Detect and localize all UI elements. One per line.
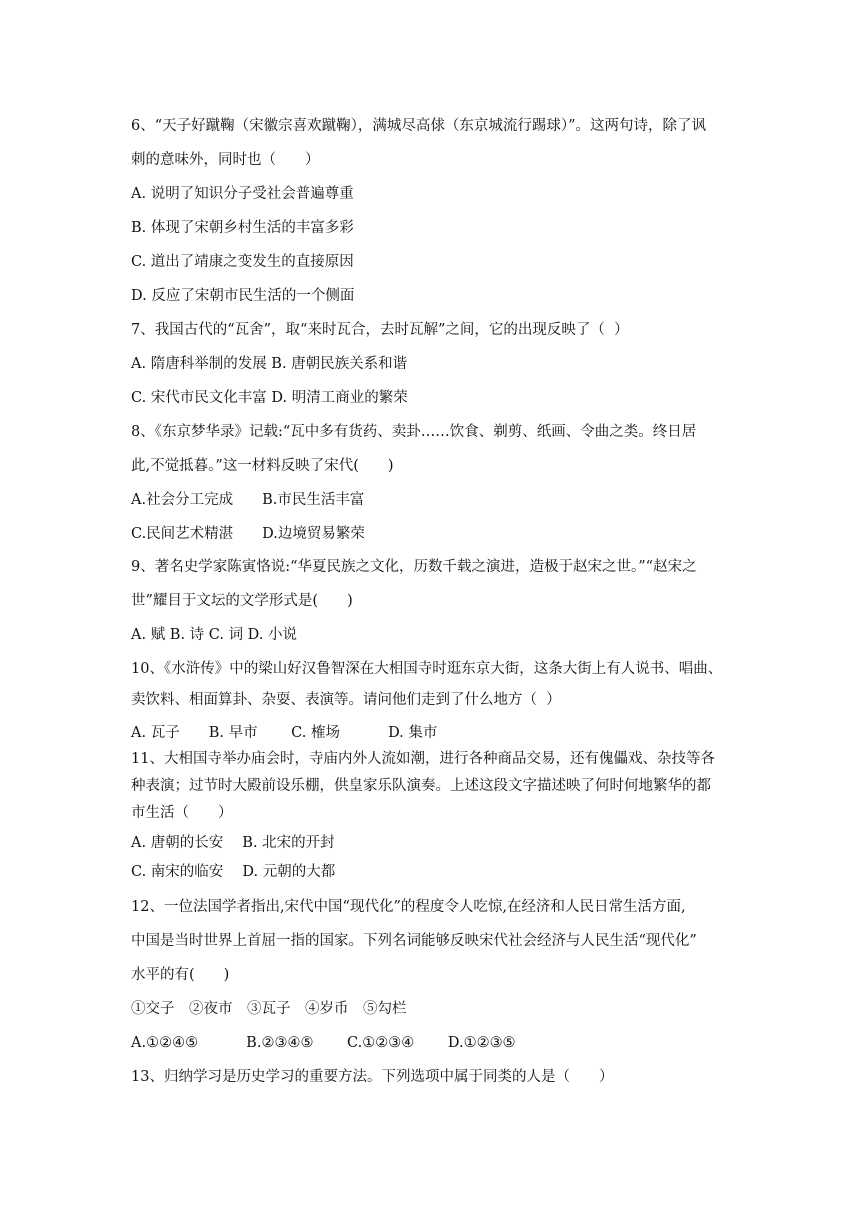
q11-options-line-2: C. 南宋的临安 D. 元朝的大都 <box>131 864 336 880</box>
q8-stem-line-1: 8、《东京梦华录》记载:“瓦中多有货药、卖卦……饮食、剃剪、纸画、令曲之类。终日居 <box>131 424 697 440</box>
q9-stem-line-2: 世”耀目于文坛的文学形式是( ) <box>131 593 353 609</box>
q6-option-d: D. 反应了宋朝市民生活的一个侧面 <box>131 288 355 304</box>
q11-options-line-1: A. 唐朝的长安 B. 北宋的开封 <box>131 835 335 851</box>
q6-option-a: A. 说明了知识分子受社会普遍尊重 <box>131 186 354 202</box>
q6-stem-line-2: 刺的意味外，同时也（ ） <box>131 152 320 168</box>
q12-stem-line-2: 中国是当时世界上首屈一指的国家。下列名词能够反映宋代社会经济与人民生活“现代化” <box>131 933 697 949</box>
q6-option-c: C. 道出了靖康之变发生的直接原因 <box>131 254 354 270</box>
q12-items-line: ①交子 ②夜市 ③瓦子 ④岁币 ⑤勾栏 <box>131 1001 407 1017</box>
q7-options-line-2: C. 宋代市民文化丰富 D. 明清工商业的繁荣 <box>131 390 408 406</box>
q6-stem-line-1: 6、“天子好蹴鞠（宋徽宗喜欢蹴鞠），满城尽高俅（东京城流行踢球）”。这两句诗，除了讽 <box>131 118 707 134</box>
q12-stem-line-1: 12、一位法国学者指出,宋代中国“现代化”的程度令人吃惊,在经济和人民日常生活方面, <box>131 899 686 915</box>
q12-stem-line-3: 水平的有( ) <box>131 967 230 983</box>
q7-options-line-1: A. 隋唐科举制的发展 B. 唐朝民族关系和谐 <box>131 356 408 372</box>
q8-options-line-2: C.民间艺术精湛 D.边境贸易繁荣 <box>131 526 365 542</box>
q11-stem-line-2: 种表演；过节时大殿前设乐棚，供皇家乐队演奏。上述这段文字描述映了何时何地繁华的都 <box>131 778 711 794</box>
q7-stem-line-1: 7、我国古代的“瓦舍”，取“来时瓦合，去时瓦解”之间，它的出现反映了（ ） <box>131 322 629 338</box>
q10-stem-line-1: 10、《水浒传》中的梁山好汉鲁智深在大相国寺时逛东京大街，这条大街上有人说书、唱曲、 <box>131 661 723 677</box>
q11-stem-line-1: 11、大相国寺举办庙会时，寺庙内外人流如潮，进行各种商品交易，还有傀儡戏、杂技等各 <box>131 751 715 767</box>
q11-stem-line-3: 市生活（ ） <box>131 805 233 821</box>
q10-options-line-1: A. 瓦子 B. 早市 C. 榷场 D. 集市 <box>131 725 438 741</box>
q9-stem-line-1: 9、著名史学家陈寅恪说:“华夏民族之文化，历数千载之演进，造极于赵宋之世。”“赵宋之 <box>131 559 697 575</box>
q9-options-line-1: A. 赋 B. 诗 C. 词 D. 小说 <box>131 627 298 643</box>
q10-stem-line-2: 卖饮料、相面算卦、杂耍、表演等。请问他们走到了什么地方（ ） <box>131 692 561 708</box>
q12-options-line: A.①②④⑤ B.②③④⑤ C.①②③④ D.①②③⑤ <box>131 1035 516 1051</box>
q13-stem-line-1: 13、归纳学习是历史学习的重要方法。下列选项中属于同类的人是（ ） <box>131 1069 614 1085</box>
q6-option-b: B. 体现了宋朝乡村生活的丰富多彩 <box>131 220 354 236</box>
q8-stem-line-2: 此,不觉抵暮。”这一材料反映了宋代( ) <box>131 458 394 474</box>
q8-options-line-1: A.社会分工完成 B.市民生活丰富 <box>131 492 365 508</box>
